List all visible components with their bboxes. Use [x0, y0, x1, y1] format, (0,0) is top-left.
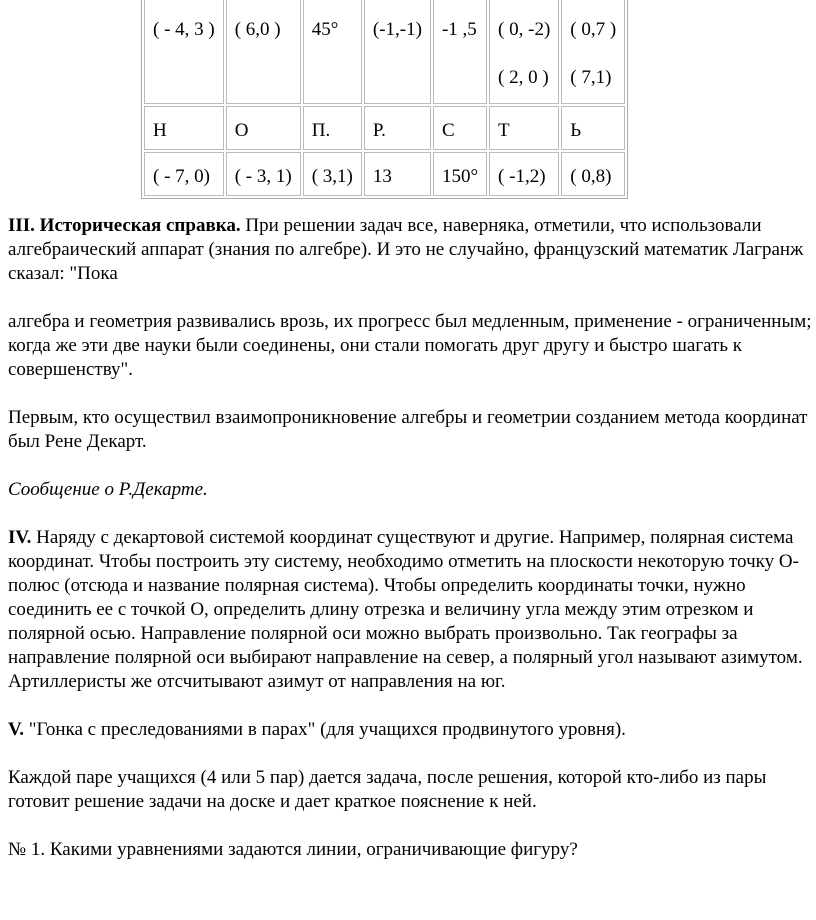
- paragraph-historical: [8, 214, 816, 286]
- table-cell: ( 6,0 ): [226, 0, 301, 104]
- table-cell: 45°: [303, 0, 362, 104]
- paragraph-text: Наряду с декартовой системой координат существуют и другие. Например, полярная система координат. Чтобы построить эту систему, необходимо отметить на плоскости некоторую точку О-полюс (отсюда и название полярная система). Чтобы определить координаты точки, нужно соединить ее с точкой О, определить длину отрезка и величину угла между этим отрезком и полярной осью. Направление полярной оси можно выбрать произвольно. Так географы за направление полярной оси выбирают направление на север, а полярный угол называют азимутом. Артиллеристы же отсчитывают азимут от направления на юг.: [8, 527, 803, 692]
- table-row: [144, 0, 625, 104]
- paragraph-text: "Гонка с преследованиями в парах" (для учащихся продвинутого уровня).: [24, 719, 626, 740]
- table-cell: 150°: [433, 152, 487, 196]
- table-cell: 13: [364, 152, 431, 196]
- paragraph-italic: [8, 478, 816, 502]
- table-cell: ( - 7, 0): [144, 152, 224, 196]
- paragraph-polar: [8, 526, 816, 694]
- cell-line: ( 0,7 ): [570, 19, 617, 40]
- section-heading: III. Историческая справка.: [8, 215, 241, 236]
- table-row: [144, 106, 625, 150]
- paragraph: Первым, кто осуществил взаимопроникновение алгебры и геометрии созданием метода координат был Рене Декарт.: [8, 407, 808, 452]
- section-heading: V.: [8, 719, 25, 740]
- table-cell: Ь: [561, 106, 625, 150]
- paragraph-text: При решении задач все, наверняка, отметили, что использовали алгебраический аппарат (знания по алгебре). И это не случайно, французский математик Лагранж сказал: "Пока: [8, 215, 804, 284]
- table-cell: ( 3,1): [303, 152, 362, 196]
- table-cell: [561, 0, 625, 104]
- table-cell: -1 ,5: [433, 0, 487, 104]
- paragraph: № 1. Какими уравнениями задаются линии, ограничивающие фигуру?: [8, 839, 578, 860]
- paragraph-race: [8, 718, 816, 742]
- table-cell: [489, 0, 559, 104]
- cell-line: ( 2, 0 ): [498, 67, 549, 88]
- table-cell: Р.: [364, 106, 431, 150]
- paragraph: алгебра и геометрия развивались врозь, их прогресс был медленным, применение - ограниченным; когда же эти две науки были соединены, они стали помогать друг другу и быстро шагать к совершенству".: [8, 311, 812, 380]
- table-cell: С: [433, 106, 487, 150]
- table-cell: ( - 4, 3 ): [144, 0, 224, 104]
- table-cell: П.: [303, 106, 362, 150]
- answer-table: [141, 0, 628, 199]
- cell-line: ( 7,1): [570, 67, 612, 88]
- table-cell: Т: [489, 106, 559, 150]
- table-cell: О: [226, 106, 301, 150]
- cell-line: ( 0, -2): [498, 19, 551, 40]
- table-cell: ( -1,2): [489, 152, 559, 196]
- table-cell: ( - 3, 1): [226, 152, 301, 196]
- section-heading: IV.: [8, 527, 32, 548]
- table-cell: (-1,-1): [364, 0, 431, 104]
- document-body: [8, 214, 816, 886]
- table-cell: ( 0,8): [561, 152, 625, 196]
- paragraph-text: Сообщение о Р.Декарте.: [8, 479, 208, 500]
- table-row: [144, 152, 625, 196]
- table-cell: Н: [144, 106, 224, 150]
- paragraph: Каждой паре учащихся (4 или 5 пар) дается задача, после решения, которой кто-либо из пары готовит решение задачи на доске и дает краткое пояснение к ней.: [8, 767, 767, 812]
